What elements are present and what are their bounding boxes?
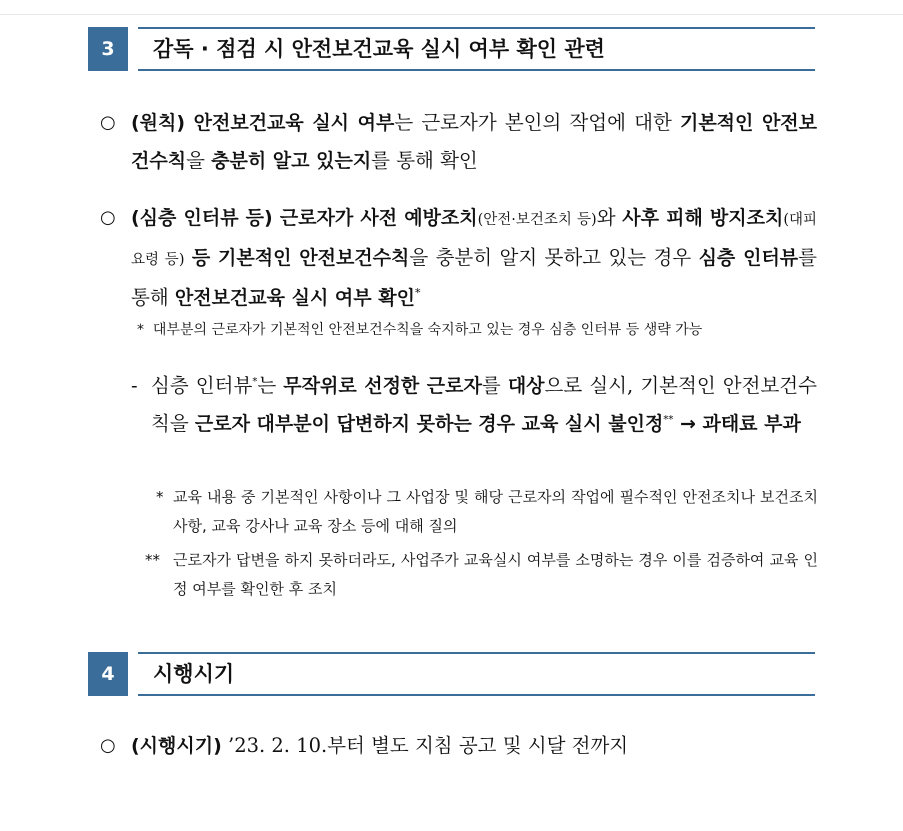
circle-bullet-icon: ○ <box>100 207 116 228</box>
circle-bullet-icon: ○ <box>100 112 116 133</box>
section-title: 시행시기 <box>153 662 235 686</box>
section-number-badge: 3 <box>88 27 128 71</box>
top-divider <box>0 14 903 15</box>
text: 을 충분히 알지 못하고 있는 경우 <box>409 246 699 269</box>
footnote-question-scope: 교육 내용 중 기본적인 사항이나 그 사업장 및 해당 근로자의 작업에 필수적인 안전조치나 보건조치 사항, 교육 강사나 교육 장소 등에 대해 질의 <box>173 488 818 535</box>
footnote-marker: * <box>414 286 421 300</box>
section-3-header <box>88 27 815 71</box>
footnote-text: 대부분의 근로자가 기본적인 안전보건수칙을 숙지하고 있는 경우 심층 인터뷰 등 생략 가능 <box>152 322 703 338</box>
bold-text: (시행시기) <box>131 735 222 757</box>
bold-text: → 과태료 부과 <box>673 413 801 435</box>
text: 는 <box>257 374 284 397</box>
circle-bullet-icon: ○ <box>100 735 116 756</box>
section-number-badge: 4 <box>88 652 128 696</box>
footnote-employer-explanation: 근로자가 답변을 하지 못하더라도, 사업주가 교육실시 여부를 소명하는 경우 이를 검증하여 교육 인정 여부를 확인한 후 조치 <box>173 551 818 598</box>
small-text: (안전·보건조치 등) <box>477 212 597 228</box>
text <box>184 246 191 269</box>
text: 와 <box>596 206 623 229</box>
bold-text: 대상 <box>507 375 545 397</box>
footnote-omit-interview <box>137 320 827 340</box>
dash-bullet-icon: - <box>131 374 138 397</box>
text: 를 통해 <box>131 246 817 309</box>
bold-text: 기본적인 안전보건수칙 <box>131 112 818 172</box>
effective-date-paragraph <box>131 727 817 765</box>
bold-text: 근로자 대부분이 답변하지 못하는 경우 교육 실시 불인정 <box>194 413 664 435</box>
asterisk-mark: * <box>137 322 144 338</box>
text: 심층 인터뷰 <box>151 374 253 397</box>
text: 는 근로자가 본인의 작업에 대한 <box>394 111 680 134</box>
text: ’23. 2. 10.부터 별도 지침 공고 및 시달 전까지 <box>221 734 629 757</box>
text: 을 <box>186 149 212 172</box>
small-text: (대피요령 등) <box>131 212 818 268</box>
bold-text: 등 기본적인 안전보건수칙 <box>191 247 410 269</box>
section-title: 감독 · 점검 시 안전보건교육 실시 여부 확인 관련 <box>153 37 605 61</box>
footnote-marker: ** <box>663 414 674 426</box>
bold-text: 안전보건교육 실시 여부 확인 <box>174 287 415 309</box>
bold-text: 무작위로 선정한 근로자 <box>283 375 482 397</box>
bold-text: 심층 인터뷰 <box>698 247 799 269</box>
double-asterisk-mark: ** <box>145 551 160 569</box>
header-rule-top <box>138 652 815 654</box>
header-rule-bottom <box>138 694 815 696</box>
bold-text: (원칙) 안전보건교육 실시 여부 <box>131 112 395 134</box>
text: 를 <box>481 374 508 397</box>
bold-text: 사후 피해 방지조치 <box>622 207 784 229</box>
text: 를 통해 확인 <box>371 149 478 172</box>
interview-paragraph <box>131 199 817 317</box>
text: 으로 실시, 기본적인 안전보건수칙을 <box>151 374 817 435</box>
section-4-header <box>88 652 815 696</box>
bold-text: (심층 인터뷰 등) 근로자가 사전 예방조치 <box>131 207 478 229</box>
asterisk-mark: * <box>156 488 164 506</box>
footnote-marker: * <box>252 376 258 388</box>
bold-text: 충분히 알고 있는지 <box>211 150 372 172</box>
principle-paragraph <box>131 104 817 180</box>
interview-detail-paragraph <box>151 367 817 443</box>
